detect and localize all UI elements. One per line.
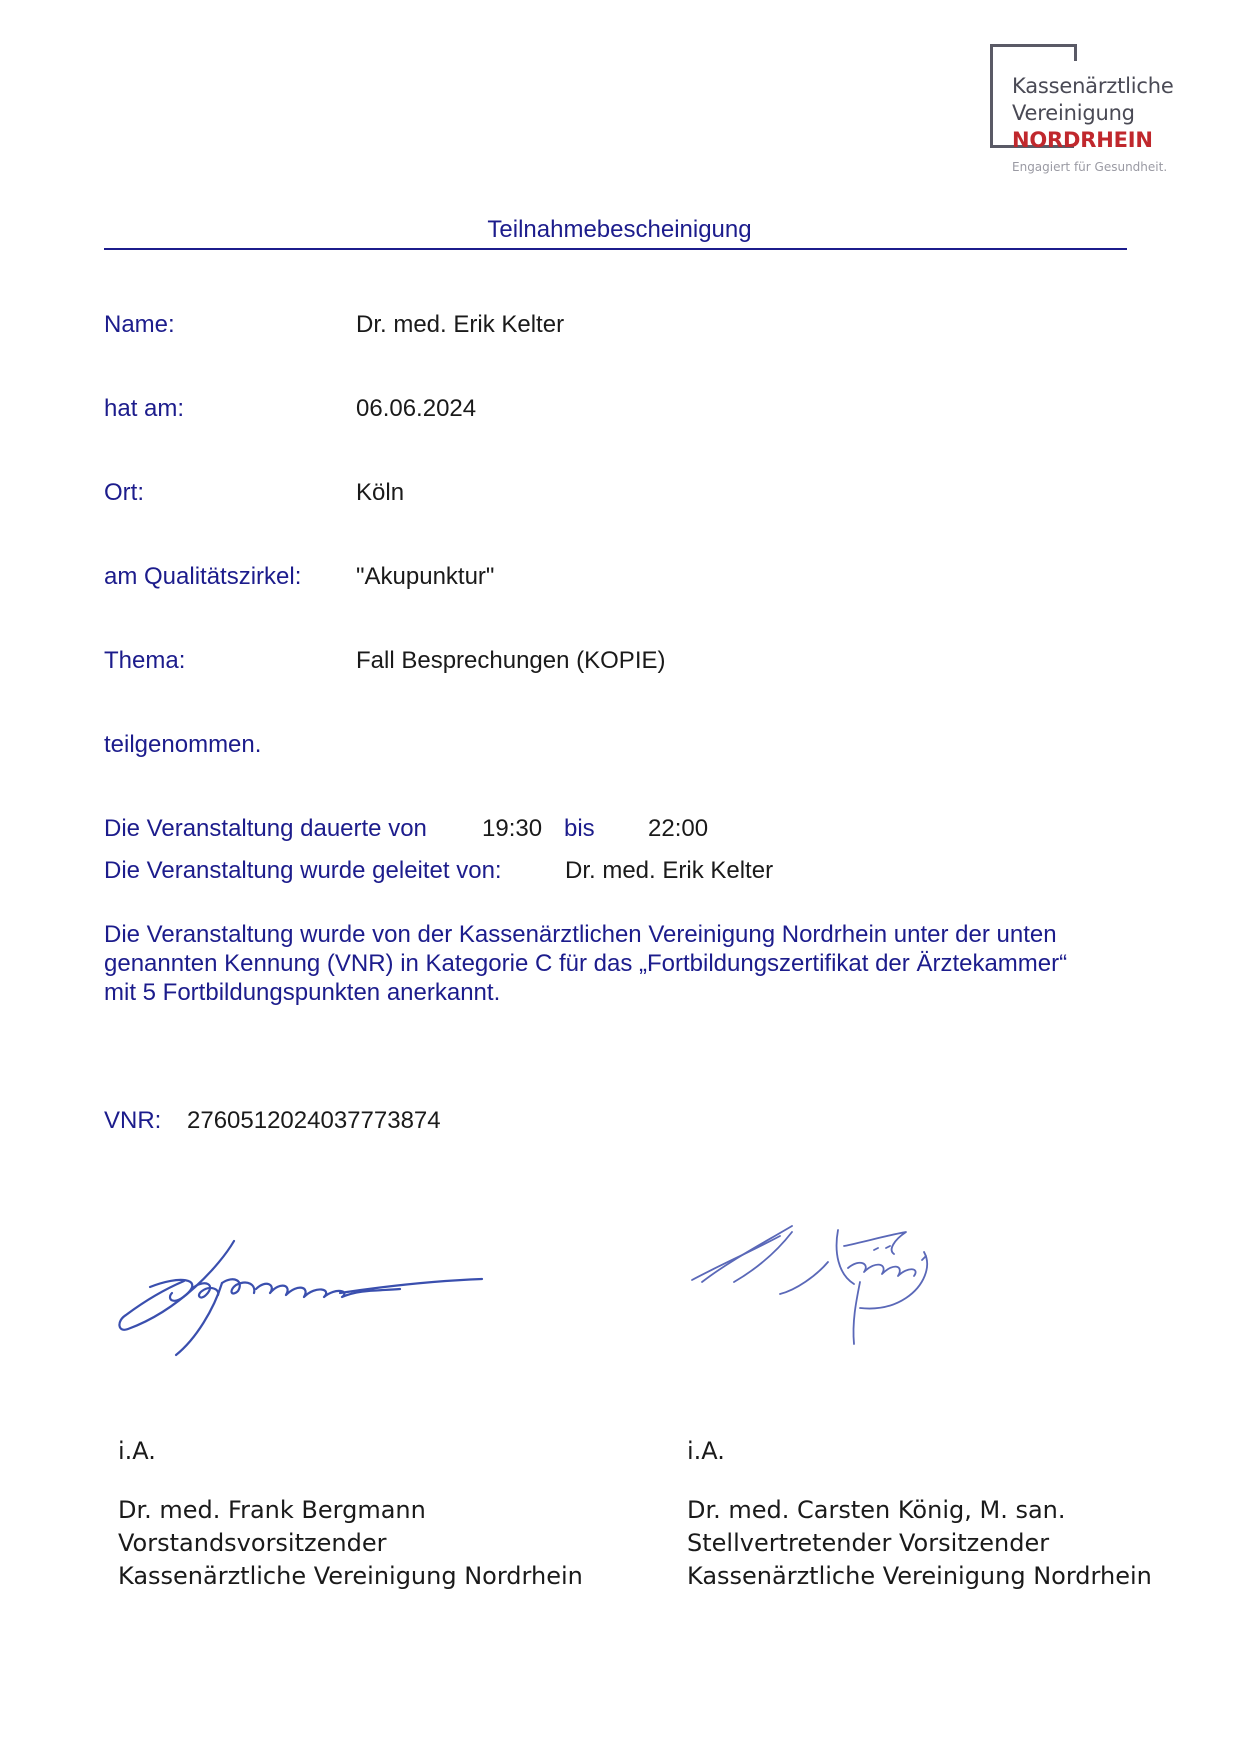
place-value: Köln	[356, 479, 405, 506]
signatory-left	[118, 1435, 583, 1593]
circle-value: "Akupunktur"	[356, 563, 495, 590]
name-value: Dr. med. Erik Kelter	[356, 311, 565, 338]
topic-label: Thema:	[104, 647, 186, 674]
signatory-right-role: Stellvertretender Vorsitzender	[687, 1529, 1050, 1557]
title-underline	[104, 248, 1127, 250]
vnr-value: 2760512024037773874	[187, 1107, 441, 1134]
logo-line-2: Vereinigung	[1012, 101, 1135, 125]
document-title: Teilnahmebescheinigung	[487, 216, 752, 243]
signatory-right-ia: i.A.	[687, 1437, 725, 1465]
participated-text: teilgenommen.	[104, 731, 262, 758]
signatory-left-org: Kassenärztliche Vereinigung Nordrhein	[118, 1562, 583, 1590]
recognition-line-1: Die Veranstaltung wurde von der Kassenärztlichen Vereinigung Nordrhein unter der unten	[104, 921, 1057, 948]
date-label: hat am:	[104, 395, 185, 422]
duration-label: Die Veranstaltung dauerte von	[104, 815, 427, 842]
recognition-line-2: genannten Kennung (VNR) in Kategorie C für das „Fortbildungszertifikat der Ärztekammer“	[104, 950, 1068, 977]
signatory-right-name: Dr. med. Carsten König, M. san.	[687, 1496, 1066, 1524]
signature-bergmann	[110, 1235, 500, 1360]
signatory-right-org: Kassenärztliche Vereinigung Nordrhein	[687, 1562, 1152, 1590]
recognition-paragraph	[104, 920, 1144, 1007]
led-by-label: Die Veranstaltung wurde geleitet von:	[104, 857, 502, 884]
logo-line-3: NORDRHEIN	[1012, 128, 1153, 152]
signatory-right	[687, 1435, 1152, 1593]
signatory-left-ia: i.A.	[118, 1437, 156, 1465]
led-by-value: Dr. med. Erik Kelter	[565, 857, 774, 884]
vnr-label: VNR:	[104, 1107, 162, 1134]
signatory-left-role: Vorstandsvorsitzender	[118, 1529, 387, 1557]
logo-tagline: Engagiert für Gesundheit.	[1012, 160, 1168, 174]
circle-label: am Qualitätszirkel:	[104, 563, 302, 590]
duration-bis: bis	[564, 815, 595, 842]
duration-to: 22:00	[648, 815, 709, 842]
duration-from: 19:30	[482, 815, 543, 842]
topic-value: Fall Besprechungen (KOPIE)	[356, 647, 666, 674]
logo-line-1: Kassenärztliche	[1012, 74, 1174, 98]
place-label: Ort:	[104, 479, 144, 506]
signature-koenig	[688, 1222, 958, 1347]
date-value: 06.06.2024	[356, 395, 477, 422]
recognition-line-3: mit 5 Fortbildungspunkten anerkannt.	[104, 979, 501, 1006]
kvno-logo	[990, 44, 1175, 184]
name-label: Name:	[104, 311, 175, 338]
signatory-left-name: Dr. med. Frank Bergmann	[118, 1496, 426, 1524]
